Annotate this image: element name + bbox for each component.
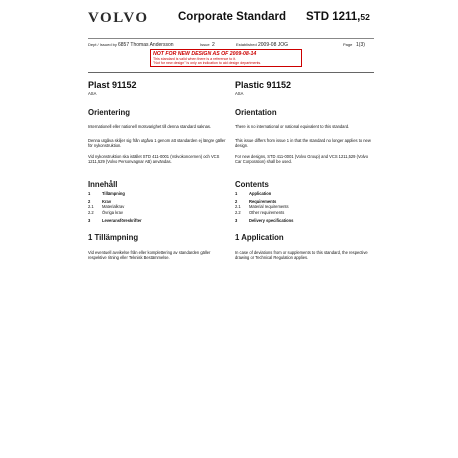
swedish-column xyxy=(88,80,228,261)
toc-item: 3 Leveransföreskrifter xyxy=(88,217,142,223)
toc-item: 1 Application xyxy=(235,191,272,196)
english-column xyxy=(235,80,375,261)
toc-item: 2.1 Materialkrav xyxy=(88,204,125,210)
english-application-heading: 1 Application xyxy=(235,233,284,242)
english-toc xyxy=(235,191,373,223)
not-for-new-design-notice xyxy=(150,49,302,67)
established-value: 2009-08 JOG xyxy=(258,42,289,48)
swedish-toc xyxy=(88,191,226,223)
swedish-orientation-p1: Internationell eller nationell motsvarighet till denna standard saknas. xyxy=(88,124,212,129)
english-orientation-p1: There is no international or national equivalent to this standard. xyxy=(235,124,350,129)
established-label: Established xyxy=(236,42,257,47)
toc-item: 2.2 Other requirements xyxy=(235,209,285,215)
toc-item: 2.1 Material requirements xyxy=(235,204,289,210)
toc-item: 2 Requirements xyxy=(235,199,277,205)
toc-item: 2 Krav xyxy=(88,199,112,205)
notice-line-2: "Not for new design" is only an indication to aid design departments. xyxy=(153,61,262,66)
issue-value: 2 xyxy=(212,42,215,48)
notice-title: NOT FOR NEW DESIGN AS OF 2009-08-14 xyxy=(153,51,257,57)
english-orientation-p3: For new designs, STD 411-0001 (Volvo Group) and VCS 1211,529 (Volvo Car Corporation) shall be used. xyxy=(235,154,368,165)
issue-label: Issue xyxy=(200,42,210,47)
header-divider xyxy=(88,38,374,39)
toc-item: 1 Tillämpning xyxy=(88,191,125,196)
page-label: Page xyxy=(343,42,353,47)
swedish-orientation-p2: Denna utgåva skiljer sig från utgåva 1 genom att standarden ej längre gäller för nykonstruktion. xyxy=(88,138,226,149)
swedish-application-heading: 1 Tillämpning xyxy=(88,233,139,242)
swedish-orientation-heading: Orientering xyxy=(88,108,131,117)
toc-item: 2.2 Övriga krav xyxy=(88,209,123,215)
standard-number xyxy=(306,11,370,23)
english-application-p: In case of deviations from or supplements to this standard, the respective drawing or Technical Regulation applies. xyxy=(235,250,368,261)
swedish-application-p: Vid eventuell avvikelse från eller komplettering av standarden gäller respektive ritning eller Teknisk Bestämmelse. xyxy=(88,250,211,261)
english-contents-heading: Contents xyxy=(235,180,269,189)
document-type-title: Corporate Standard xyxy=(178,11,286,23)
toc-item: 3 Delivery specifications xyxy=(235,217,294,223)
notice-divider xyxy=(88,72,374,73)
standard-number-main: STD 1211, xyxy=(306,11,361,23)
standard-number-version: 52 xyxy=(360,12,370,22)
english-orientation-p2: This issue differs from issue 1 in that the standard no longer applies to new design. xyxy=(235,138,371,149)
swedish-orientation-p3: Vid nykonstruktion ska istället STD 411-0001 (Volvokoncernen) och VCS 1211,529 (Volvo Personvagnar AB) användas. xyxy=(88,154,220,165)
swedish-title: Plast 91152 xyxy=(88,80,137,90)
english-orientation-heading: Orientation xyxy=(235,108,277,117)
english-subtitle: ASA xyxy=(235,91,244,96)
swedish-subtitle: ASA xyxy=(88,91,97,96)
notice-line-1: This standard is valid when there is a reference to it. xyxy=(153,57,237,61)
english-title: Plastic 91152 xyxy=(235,80,292,90)
swedish-contents-heading: Innehåll xyxy=(88,180,118,189)
dept-label: Dept / Issued by xyxy=(88,42,117,47)
volvo-logo: VOLVO xyxy=(88,10,149,26)
page-value: 1(3) xyxy=(356,42,365,48)
dept-value: 6857 Thomas Andersson xyxy=(118,42,174,48)
